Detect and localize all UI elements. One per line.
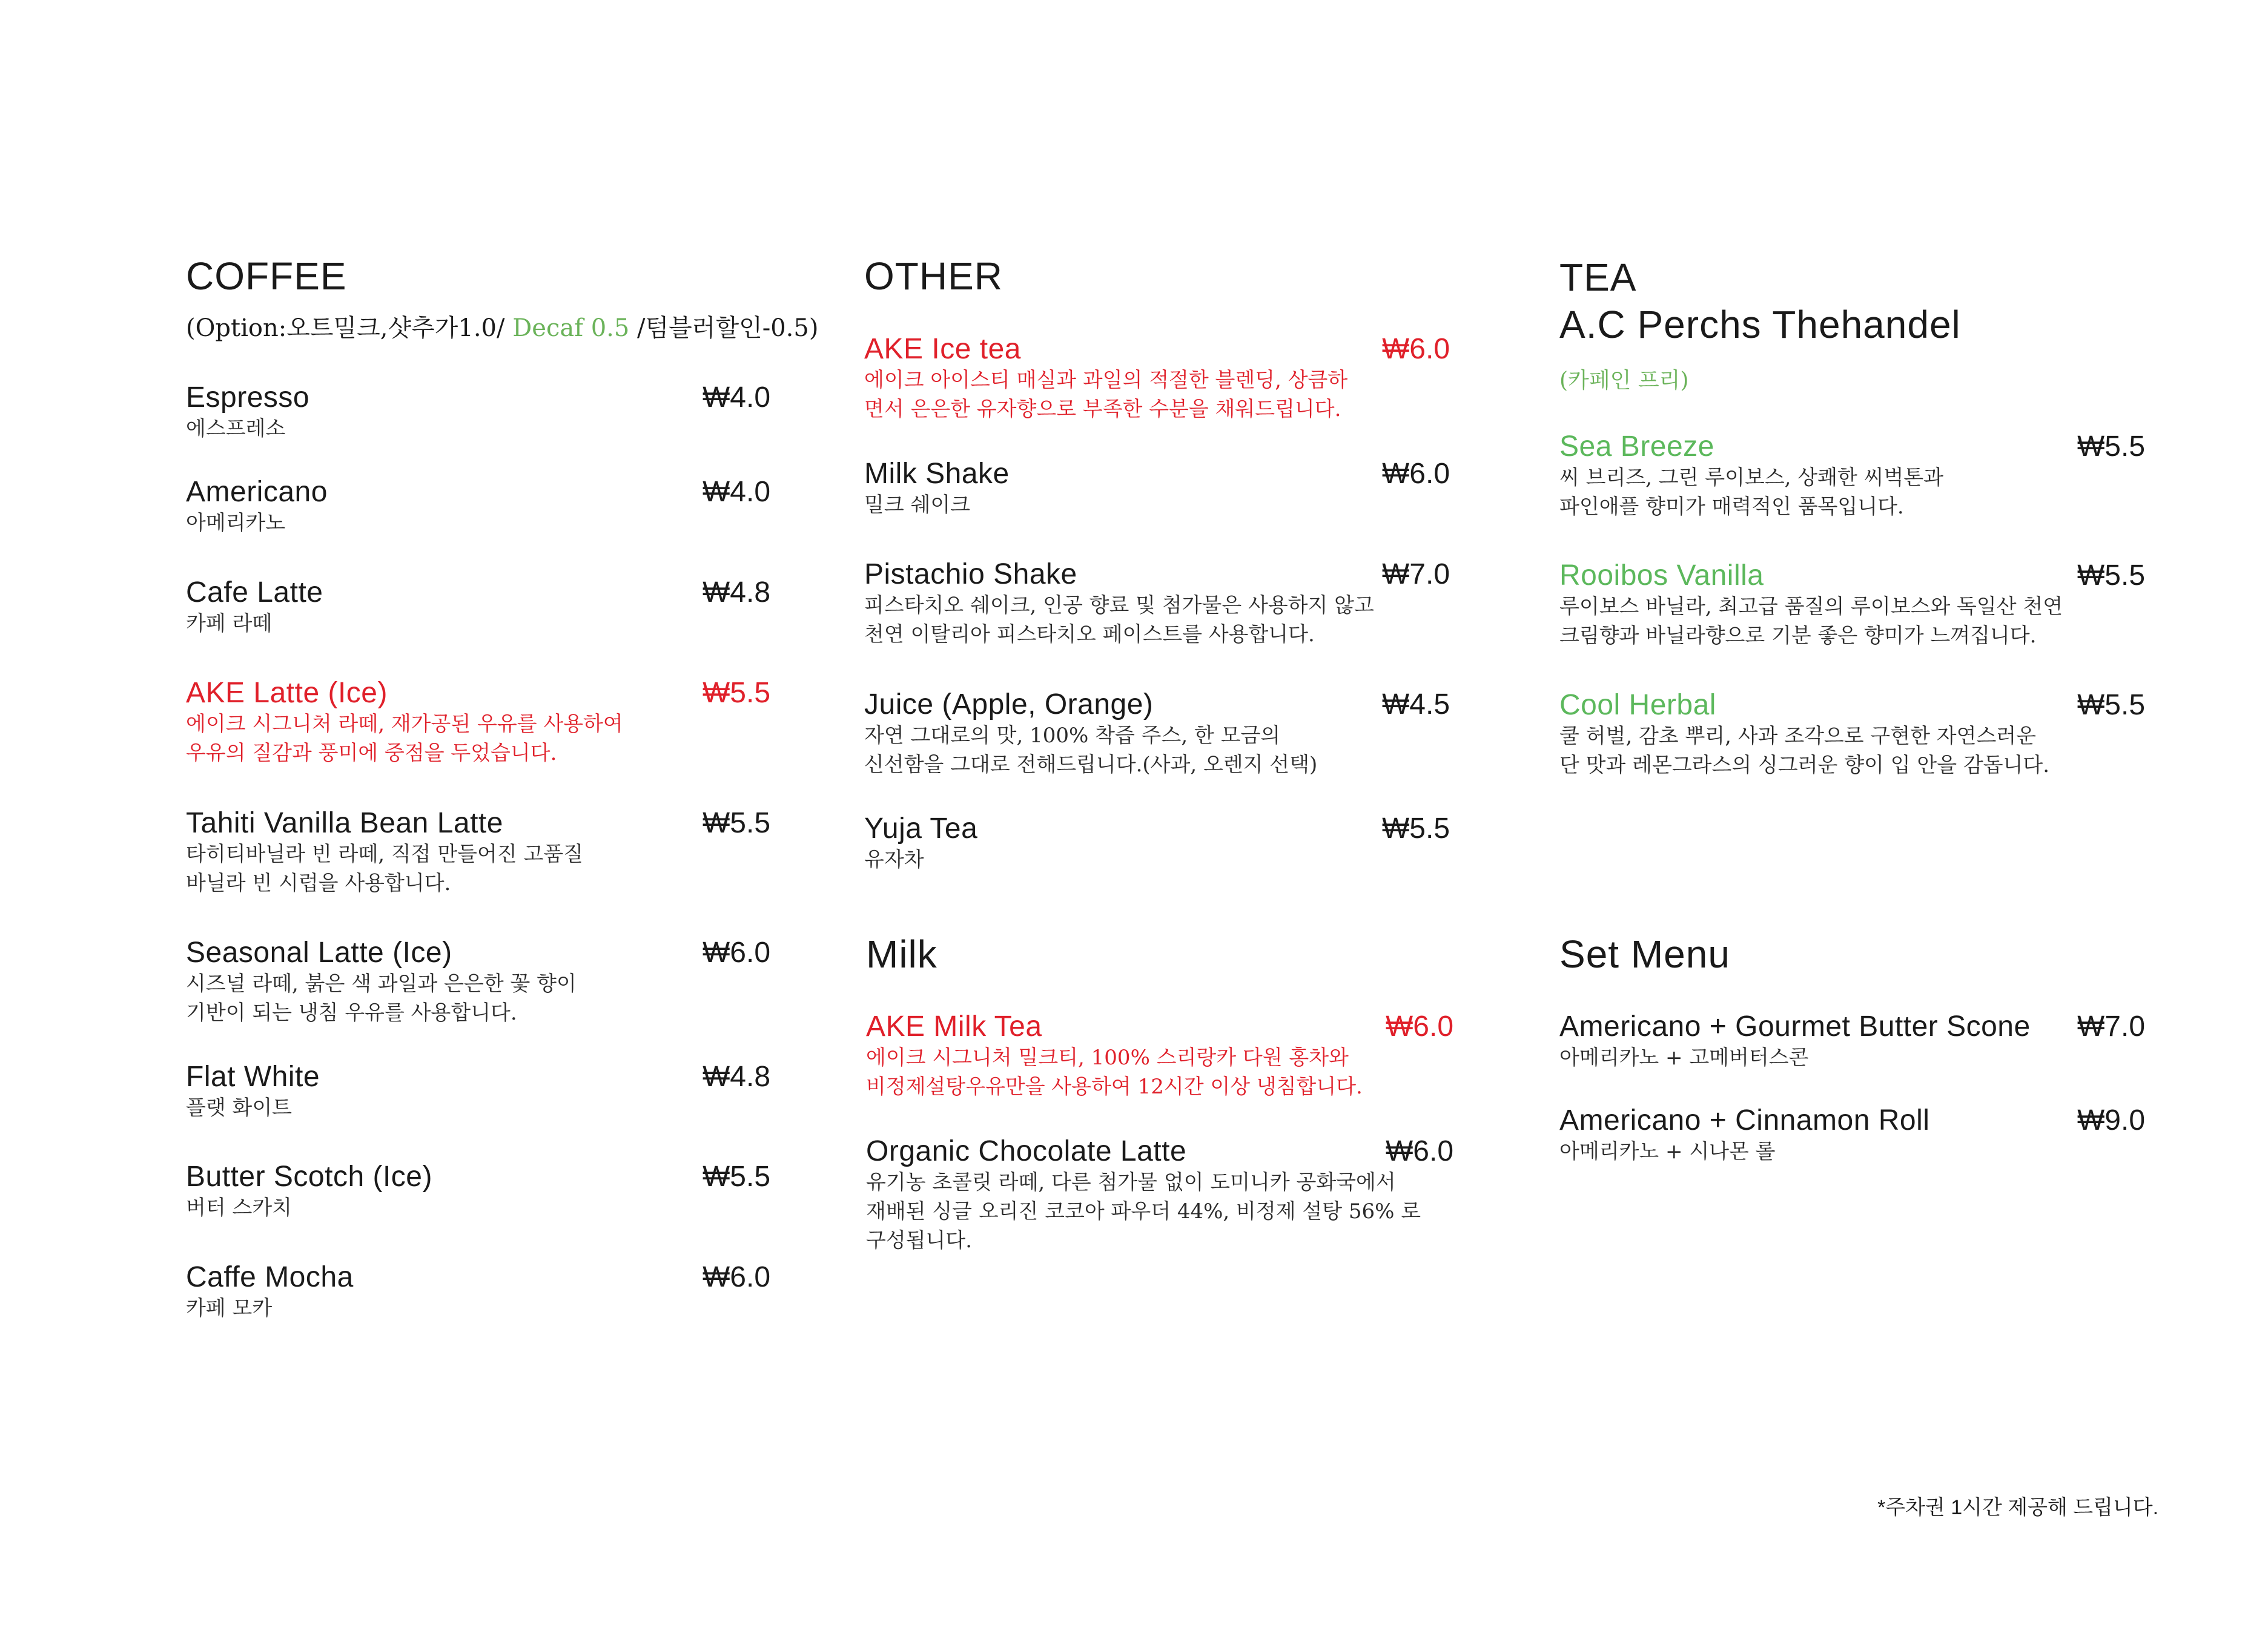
item-price: ₩6.0 <box>1386 1010 1454 1043</box>
item-desc: 아메리카노 + 고메버터스콘 <box>1559 1046 1809 1070</box>
item-name: Juice (Apple, Orange) <box>864 688 1154 720</box>
menu-item-rooibos-vanilla <box>1559 558 2146 651</box>
item-name: Pistachio Shake <box>864 558 1077 590</box>
menu-item-americano <box>186 475 771 539</box>
item-price: ₩5.5 <box>2077 689 2146 721</box>
item-price: ₩5.5 <box>2077 430 2146 463</box>
menu-item-seasonal-latte <box>186 935 771 1029</box>
item-desc: 씨 브리즈, 그린 루이보스, 상쾌한 씨벅톤과 <box>1559 466 1943 490</box>
item-desc: 에이크 시그니처 밀크티, 100% 스리랑카 다원 홍차와 <box>866 1046 1349 1070</box>
item-desc: 파인애플 향미가 매력적인 품목입니다. <box>1559 495 1904 519</box>
item-desc: 유자차 <box>864 848 924 872</box>
item-desc: 쿨 허벌, 감초 뿌리, 사과 조각으로 구현한 자연스러운 <box>1559 724 2036 748</box>
item-desc: 우유의 질감과 풍미에 중점을 두었습니다. <box>186 741 557 765</box>
item-name: Butter Scotch (Ice) <box>186 1161 432 1193</box>
milk-title: Milk <box>866 932 937 976</box>
menu-item-flat-white <box>186 1060 771 1124</box>
item-price: ₩6.0 <box>703 1261 771 1293</box>
item-price: ₩5.5 <box>703 807 771 839</box>
item-price: ₩5.5 <box>1382 813 1450 845</box>
item-desc: 기반이 되는 냉침 우유를 사용합니다. <box>186 1001 517 1025</box>
menu-item-ake-latte <box>186 676 771 769</box>
coffee-title: COFFEE <box>186 254 347 298</box>
item-price: ₩6.0 <box>703 937 771 969</box>
item-desc: 피스타치오 쉐이크, 인공 향료 및 첨가물은 사용하지 않고 <box>864 593 1374 618</box>
item-name: Rooibos Vanilla <box>1559 559 1764 592</box>
item-name: AKE Ice tea <box>864 333 1021 365</box>
tea-title: TEA <box>1559 255 1637 299</box>
options-suffix: /텀블러할인-0.5) <box>629 314 819 342</box>
item-desc: 타히티바닐라 빈 라떼, 직접 만들어진 고품질 <box>186 842 584 866</box>
item-desc: 시즈널 라떼, 붉은 색 과일과 은은한 꽃 향이 <box>186 972 577 996</box>
item-price: ₩7.0 <box>2077 1010 2146 1043</box>
other-title: OTHER <box>864 254 1003 298</box>
item-name: Espresso <box>186 381 310 414</box>
item-price: ₩4.8 <box>703 1061 771 1093</box>
item-desc: 단 맛과 레몬그라스의 싱그러운 향이 입 안을 감돕니다. <box>1559 753 2050 777</box>
menu-item-set-americano-scone <box>1559 1009 2146 1073</box>
menu-item-organic-chocolate-latte <box>866 1134 1454 1256</box>
menu-item-caffe-mocha <box>186 1260 771 1324</box>
menu-item-ake-ice-tea <box>864 332 1450 425</box>
tea-brand-title: A.C Perchs Thehandel <box>1559 303 1961 346</box>
item-name: AKE Milk Tea <box>866 1010 1042 1043</box>
item-price: ₩4.5 <box>1382 688 1450 720</box>
item-price: ₩9.0 <box>2077 1104 2146 1136</box>
item-desc: 에이크 아이스티 매실과 과일의 적절한 블렌딩, 상큼하 <box>864 368 1348 392</box>
options-decaf: Decaf 0.5 <box>512 314 630 342</box>
item-desc: 구성됩니다. <box>866 1228 973 1253</box>
item-desc: 아메리카노 <box>186 511 286 535</box>
item-name: Milk Shake <box>864 458 1010 490</box>
menu-item-tahiti-vanilla-bean-latte <box>186 806 771 899</box>
menu-item-milk-shake <box>864 457 1450 521</box>
item-name: Americano + Cinnamon Roll <box>1559 1104 1930 1136</box>
item-price: ₩6.0 <box>1382 458 1450 490</box>
item-desc: 카페 라떼 <box>186 612 273 636</box>
item-desc: 유기농 초콜릿 라떼, 다른 첨가물 없이 도미니카 공화국에서 <box>866 1170 1396 1195</box>
item-desc: 루이보스 바닐라, 최고급 품질의 루이보스와 독일산 천연 <box>1559 595 2063 619</box>
item-desc: 비정제설탕우유만을 사용하여 12시간 이상 냉침합니다. <box>866 1075 1363 1099</box>
item-price: ₩4.0 <box>703 476 771 508</box>
menu-item-sea-breeze <box>1559 429 2146 523</box>
menu-item-ake-milk-tea <box>866 1009 1454 1103</box>
item-desc: 플랫 화이트 <box>186 1096 293 1120</box>
item-name: Americano <box>186 476 328 508</box>
item-price: ₩5.5 <box>703 677 771 709</box>
set-menu-title: Set Menu <box>1559 932 1730 976</box>
item-name: Yuja Tea <box>864 813 978 845</box>
item-price: ₩5.5 <box>2077 559 2146 592</box>
item-name: Caffe Mocha <box>186 1261 354 1293</box>
parking-note: *주차권 1시간 제공해 드립니다. <box>1877 1496 2159 1519</box>
item-desc: 버터 스카치 <box>186 1196 293 1220</box>
item-price: ₩5.5 <box>703 1161 771 1193</box>
coffee-options <box>186 314 818 343</box>
item-desc: 재배된 싱글 오리진 코코아 파우더 44%, 비정제 설탕 56% 로 <box>866 1199 1421 1224</box>
item-name: AKE Latte (Ice) <box>186 677 388 709</box>
menu-item-cool-herbal <box>1559 688 2146 781</box>
item-desc: 아메리카노 + 시나몬 롤 <box>1559 1139 1776 1164</box>
item-name: Sea Breeze <box>1559 430 1714 463</box>
item-desc: 밀크 쉐이크 <box>864 493 971 517</box>
menu-item-cafe-latte <box>186 575 771 639</box>
item-name: Cool Herbal <box>1559 689 1716 721</box>
item-name: Organic Chocolate Latte <box>866 1135 1187 1167</box>
item-desc: 자연 그대로의 맛, 100% 착즙 주스, 한 모금의 <box>864 724 1281 748</box>
item-price: ₩4.0 <box>703 381 771 414</box>
item-name: Seasonal Latte (Ice) <box>186 937 452 969</box>
caffeine-free-note: (카페인 프리) <box>1559 368 1689 393</box>
item-desc: 면서 은은한 유자향으로 부족한 수분을 채워드립니다. <box>864 397 1341 421</box>
item-desc: 신선함을 그대로 전해드립니다.(사과, 오렌지 선택) <box>864 753 1318 777</box>
menu-item-pistachio-shake <box>864 557 1450 650</box>
menu-item-juice <box>864 687 1450 780</box>
item-name: Flat White <box>186 1061 320 1093</box>
item-name: Tahiti Vanilla Bean Latte <box>186 807 503 839</box>
item-name: Cafe Latte <box>186 576 323 608</box>
item-price: ₩4.8 <box>703 576 771 608</box>
menu-item-espresso <box>186 380 771 444</box>
item-price: ₩6.0 <box>1382 333 1450 365</box>
item-name: Americano + Gourmet Butter Scone <box>1559 1010 2031 1043</box>
item-desc: 바닐라 빈 시럽을 사용합니다. <box>186 871 451 895</box>
item-price: ₩7.0 <box>1382 558 1450 590</box>
menu-item-set-americano-cinnamon-roll <box>1559 1103 2146 1167</box>
item-price: ₩6.0 <box>1386 1135 1454 1167</box>
item-desc: 크림향과 바닐라향으로 기분 좋은 향미가 느껴집니다. <box>1559 624 2037 648</box>
menu-item-yuja-tea <box>864 811 1450 875</box>
menu-item-butter-scotch <box>186 1159 771 1224</box>
item-desc: 카페 모카 <box>186 1296 273 1320</box>
options-prefix: (Option:오트밀크,샷추가1.0/ <box>186 314 513 342</box>
item-desc: 천연 이탈리아 피스타치오 페이스트를 사용합니다. <box>864 622 1315 647</box>
item-desc: 에스프레소 <box>186 417 286 441</box>
item-desc: 에이크 시그니처 라떼, 재가공된 우유를 사용하여 <box>186 712 623 736</box>
